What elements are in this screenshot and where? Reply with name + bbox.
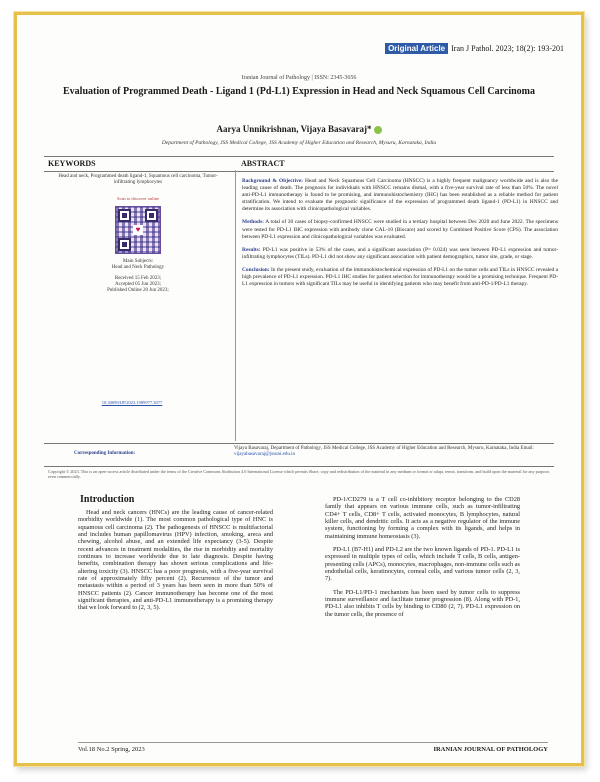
body-left-column [78, 509, 273, 618]
qr-finder-icon [145, 209, 158, 222]
authors-text: Aarya Unnikrishnan, Vijaya Basavaraj* [216, 124, 372, 134]
correspondence-text [234, 446, 544, 458]
article-page [22, 20, 576, 758]
doi-link[interactable]: 10.30699/IJP.2023.1989977.3077 [101, 400, 163, 405]
citation-line [385, 44, 564, 53]
accepted-date: Accepted 05 Jun 2023; [115, 282, 161, 287]
intro-heading: Introduction [80, 494, 135, 505]
subjects-value: Head and Neck Pathology [111, 265, 165, 270]
main-subjects [48, 259, 228, 271]
article-dates [48, 276, 228, 294]
correspondence-label: Corresponding Information: [74, 451, 136, 456]
heart-icon: ♥ [133, 225, 143, 235]
abstract-results [242, 247, 558, 261]
received-date: Received 15 Feb 2023; [114, 276, 162, 281]
published-date: Published Online 20 Jun 2023; [107, 288, 169, 293]
body-right-column [325, 496, 520, 624]
background-text: Head and Neck Squamous Cell Carcinoma (HNSCC) is a highly frequent malignancy worldwide and is also the leading cause of death. The prognosis for individuals with HNSCC remains dismal, with a five-year survival rate of less than 50%. The novel anti-PD-L1 immunotherapy is found to be promising, and immunohistochemistry (IHC) has been established as a reliable method for patient stratification. We intend to evaluate the prognostic significance of the expression of programmed death ligand-1 (PD-L1) in HNSCC and determine its association with clinicopathological variables. [242, 178, 558, 213]
intro-paragraph: PD-L1 (B7-H1) and PD-L2 are the two known ligands of PD-1. PD-L1 is expressed in multiple types of cells, which include T cells, B cells, antigen-presenting cells (APCs), monocytes, macrophages, non-immune cells such as endothelial cells, keratinocytes, corneal cells, and various tumor cells (2, 3, 7). [325, 546, 520, 583]
abstract-heading: ABSTRACT [241, 159, 285, 168]
abstract-methods [242, 219, 558, 240]
journal-citation: Iran J Pathol. 2023; 18(2): 193-201 [451, 44, 564, 53]
correspondence-box [44, 443, 554, 467]
article-type-badge: Original Article [385, 43, 448, 54]
abstract-background [242, 178, 558, 213]
conclusion-text: In the present study, evaluation of the immunohistochemical expression of PD-L1 on the tumor cells and TILs in HNSCC revealed a high prevalence of PD-L1 expression. PD-L1 IHC studies for patient selection for immunotherapy would be a promising technique. Frequent PD-L1 expression in tumors with significant TILs may be useful in identifying patients who may benefit from anti-PD-1/PD-L1 therapy. [242, 266, 558, 288]
keywords-text: Head and neck, Programmed death ligand-1, Squamous cell carcinoma, Tumor-infiltrating lymphocytes [58, 174, 218, 185]
copyright-notice: Copyright © 2023. This is an open-access article distributed under the terms of the Creative Commons Attribution 4.0 International License which permits Share, copy and redistribution of the material in any medium or format or adapt, remix, transform, and build upon the material for any purpose, even commercially. [48, 469, 550, 479]
section-header-row [44, 156, 554, 172]
column-divider [235, 170, 236, 441]
author-list [22, 124, 576, 134]
footer-journal: IRANIAN JOURNAL OF PATHOLOGY [433, 746, 548, 753]
page-footer [78, 742, 548, 755]
qr-finder-icon [118, 209, 131, 222]
abstract-conclusion [242, 267, 558, 288]
intro-paragraph: PD-1/CD279 is a T cell co-inhibitory receptor belonging to the CD28 family that appears on various immune cells, such as tumor-infiltrating CD4+ T cells, CD8+ T cells, activated monocytes, B lymphocytes, natural killer cells, and dendritic cells. It acts as a negative regulator of the immune system, functioning by forming a complex with its ligands, and helps in maintaining immune homeostasis (3). [325, 496, 520, 540]
footer-volume: Vol.18 No.2 Spring, 2023 [78, 746, 145, 753]
conclusion-label: Conclusion: [242, 266, 270, 273]
journal-issn: Iranian Journal of Pathology | ISSN: 2345-3656 [241, 75, 357, 81]
methods-text: A total of 30 cases of biopsy-confirmed HNSCC were studied in a tertiary hospital between Dec 2020 and June 2022. The specimens were tested for PD-L1 IHC expression with antibody clone CAL-10 (Biocare) and scored by Combined Positive Score (CPS). The association between PD-L1 expression and clinicopathological variables was evaluated. [242, 219, 558, 240]
affiliation: Department of Pathology, JSS Medical College, JSS Academy of Higher Education and Research, Mysuru, Karnataka, India [161, 140, 437, 146]
keywords-column [48, 172, 228, 294]
intro-paragraph: The PD-L1/PD-1 mechanism has been used by tumor cells to suppress immune surveillance and facilitate tumor progression (8). Along with PD-1, PD-L1 also inhibits T cells by binding to CD80 (2, 7). PD-L1 expression on the tumor cells, the presence of [325, 588, 520, 618]
methods-label: Methods: [242, 219, 264, 226]
orcid-icon[interactable] [374, 126, 382, 134]
background-label: Background & Objective: [242, 178, 303, 184]
qr-code-icon[interactable] [115, 206, 161, 254]
abstract-body [242, 178, 558, 294]
subjects-label: Main Subjects: [122, 259, 154, 264]
keywords-heading: KEYWORDS [48, 159, 96, 168]
results-text: PD-L1 was positive in 53% of the cases, and a significant association (P= 0.024) was seen between PD-L1 expression and tumor-infiltrating lymphocytes (TILs). PD-L1 did not show any significant association with patient demographics, tumor site, grade, or stage. [242, 246, 558, 260]
correspondence-email[interactable]: vijayabasavaraj@jssuni.edu.in [234, 452, 295, 457]
intro-paragraph: Head and neck cancers (HNCs) are the leading cause of cancer-related morbidity worldwide (1). The most common pathological type of HNC is squamous cell carcinoma (2). The pathogenesis of HNSCC is multifactorial and includes human papillomavirus (HPV) infection, smoking, areca and chewing, alcohol abuse, and an extended life expectancy (3-5). Despite recent advances in treatment modalities, the rise in morbidity and mortality continues to increase worldwide due to late diagnosis. Despite having benefits, combination therapy has shown serious complications and life-altering toxicity (3). HNSCC has a poor prognosis, with a five-year survival rate of approximately fifty percent (2). Recurrence of the tumor and metastasis within a period of 3 years has been seen in more than 50% of HNSCC patients (2). Cancer immunotherapy has become one of the most significant therapies, and anti-PD-L1 immunotherapy is a promising therapy that we look forward to (2, 3, 5). [78, 509, 273, 612]
article-title: Evaluation of Programmed Death - Ligand 1 (Pd-L1) Expression in Head and Neck Squamous Cell Carcinoma [63, 86, 535, 97]
correspondence-details: Vijaya Basavaraj, Department of Pathology, JSS Medical College, JSS Academy of Higher Education and Research, Mysuru, Karnataka, India Email: [234, 446, 534, 451]
results-label: Results: [242, 246, 261, 253]
qr-finder-icon [118, 238, 131, 251]
scan-text: Scan to discover online [116, 196, 160, 201]
